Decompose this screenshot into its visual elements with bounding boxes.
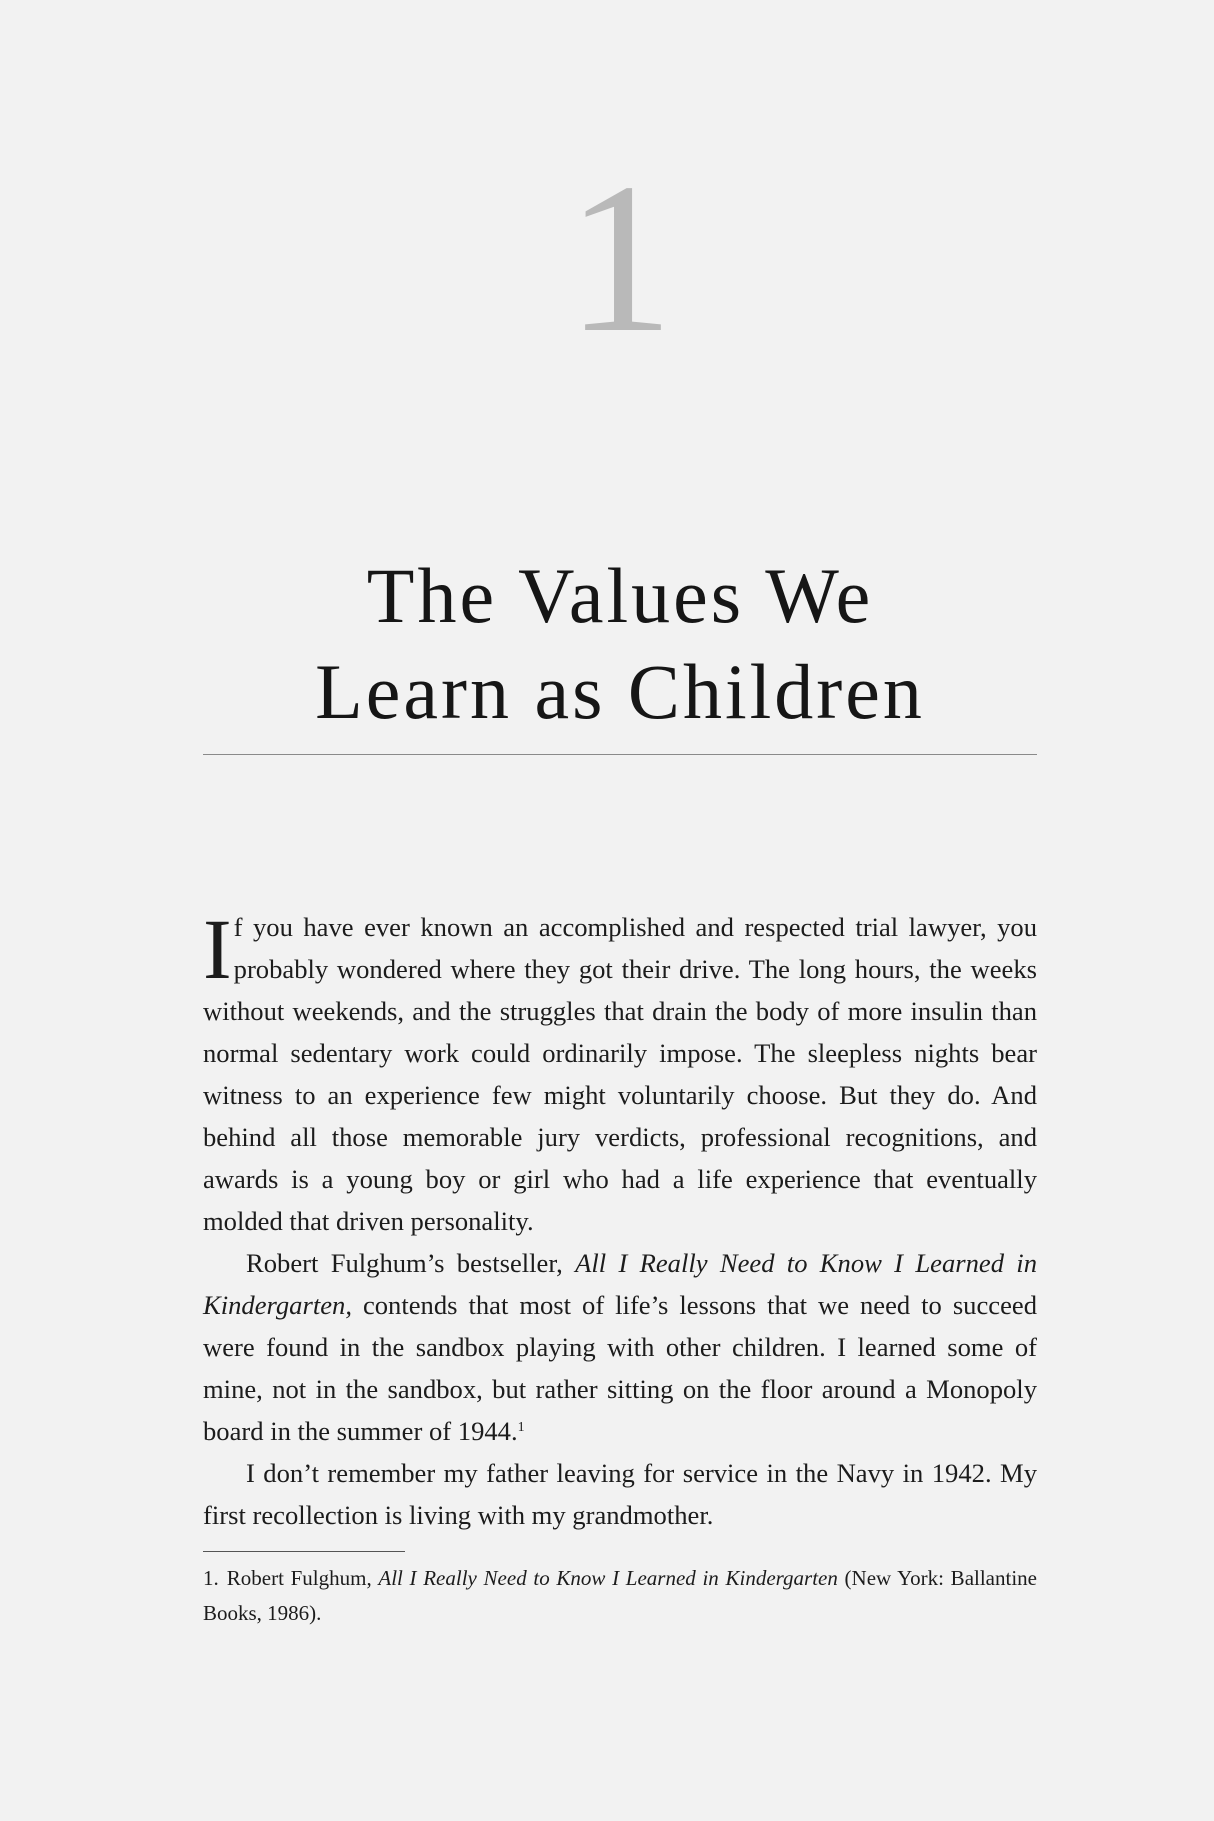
footnote-divider	[203, 1551, 405, 1552]
footnote-author: Robert Fulghum,	[226, 1566, 379, 1590]
footnote	[203, 1561, 1037, 1631]
paragraph-2-lead: Robert Fulghum’s bestseller,	[246, 1248, 576, 1278]
chapter-title	[203, 548, 1037, 740]
footnote-publication: (New York: Ballantine Books, 1986).	[203, 1566, 1037, 1625]
footnote-number: 1.	[203, 1566, 219, 1590]
paragraph-2	[203, 1242, 1037, 1452]
paragraph-2-rest: contends that most of life’s lessons that we need to succeed were found in the sandbox playing with other children. I learned some of mine, not in the sandbox, but rather sitting on the floor around a Monopoly board in the summer of 1944.	[203, 1290, 1037, 1446]
chapter-number: 1	[566, 138, 674, 377]
paragraph-1	[203, 901, 1037, 1242]
drop-cap: I	[203, 901, 232, 997]
book-title-italic: All I Really Need to Know I Learned in Kindergarten,	[203, 1248, 1037, 1320]
title-divider	[203, 754, 1037, 755]
body-text	[203, 901, 1037, 1536]
paragraph-3: I don’t remember my father leaving for service in the Navy in 1942. My first recollection is living with my grandmother.	[203, 1458, 1037, 1530]
footnote-reference[interactable]: 1	[517, 1420, 525, 1435]
paragraph-1-text: f you have ever known an accomplished and respected trial lawyer, you probably wondered where they got their drive. The long hours, the weeks without weekends, and the struggles that drain the body of more insulin than normal sedentary work could ordinarily impose. The sleepless nights bear witness to an experience few might voluntarily choose. But they do. And behind all those memorable jury verdicts, professional recognitions, and awards is a young boy or girl who had a life experience that eventually molded that driven personality.	[203, 912, 1037, 1236]
chapter-title-line-1: The Values We	[366, 552, 874, 639]
chapter-title-line-2: Learn as Children	[315, 648, 925, 735]
footnote-book-title: All I Really Need to Know I Learned in Kindergarten	[378, 1566, 838, 1590]
